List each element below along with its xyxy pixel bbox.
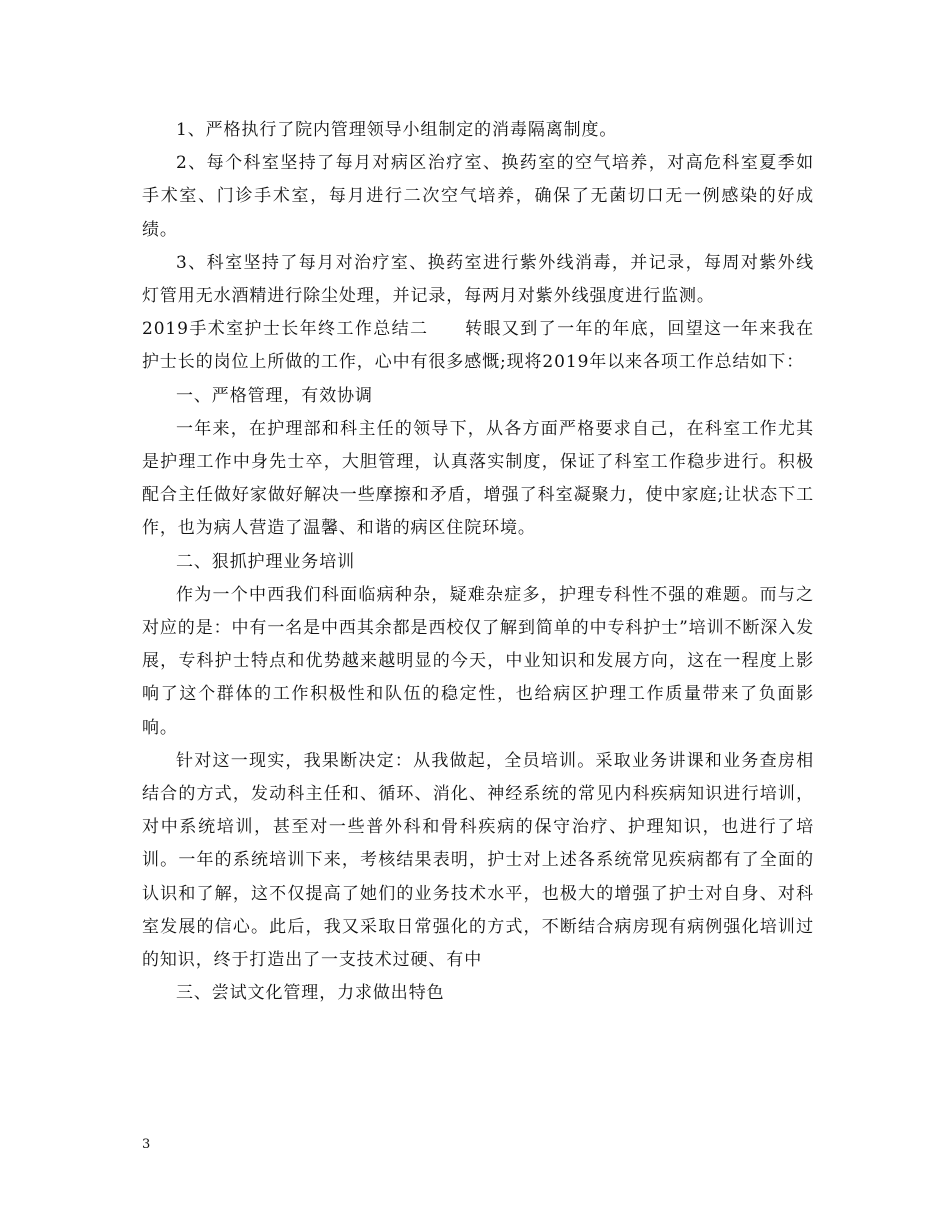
- paragraph-summary-title: 2019手术室护士长年终工作总结二 转眼又到了一年的年底，回望这一年来我在护士长的岗位上所做的工作，心中有很多感慨;现将2019年以来各项工作总结如下：: [142, 319, 814, 373]
- section-heading-management: 一、严格管理，有效协调: [176, 385, 373, 406]
- document-body: [142, 114, 814, 1010]
- page-number: 3: [142, 1137, 151, 1152]
- paragraph-air-culture: 2、每个科室坚持了每月对病区治疗室、换药室的空气培养，对高危科室夏季如手术室、门诊手术室，每月进行二次空气培养，确保了无菌切口无一例感染的好成绩。: [142, 153, 814, 240]
- paragraph-disinfection-rule: 1、严格执行了院内管理领导小组制定的消毒隔离制度。: [176, 120, 618, 140]
- paragraph-management: 一年来，在护理部和科主任的领导下，从各方面严格要求自己，在科室工作尤其是护理工作中身先士卒，大胆管理，认真落实制度，保证了科室工作稳步进行。积极配合主任做好家做好解决一些摩擦和矛盾，增强了科室凝聚力，使中家庭;让状态下工作，也为病人营造了温馨、和谐的病区住院环境。: [142, 418, 814, 539]
- section-heading-culture: 三、尝试文化管理，力求做出特色: [176, 983, 445, 1004]
- section-heading-training: 二、狠抓护理业务培训: [176, 551, 355, 572]
- paragraph-training-action: 针对这一现实，我果断决定：从我做起，全员培训。采取业务讲课和业务查房相结合的方式，发动科主任和、循环、消化、神经系统的常见内科疾病知识进行培训，对中系统培训，甚至对一些普外科和骨科疾病的保守治疗、护理知识，也进行了培训。一年的系统培训下来，考核结果表明，护士对上述各系统常见疾病都有了全面的认识和了解，这不仅提高了她们的业务技术水平，也极大的增强了护士对自身、对科室发展的信心。此后，我又采取日常强化的方式，不断结合病房现有病例强化培训过的知识，终于打造出了一支技术过硬、有中: [142, 750, 814, 971]
- paragraph-training-problem: 作为一个中西我们科面临病种杂，疑难杂症多，护理专科性不强的难题。而与之对应的是：中有一名是中西其余都是西校仅了解到简单的中专科护士”培训不断深入发展，专科护士特点和优势越来越明显的今天，中业知识和发展方向，这在一程度上影响了这个群体的工作积极性和队伍的稳定性，也给病区护理工作质量带来了负面影响。: [142, 584, 814, 738]
- paragraph-uv-disinfection: 3、科室坚持了每月对治疗室、换药室进行紫外线消毒，并记录，每周对紫外线灯管用无水酒精进行除尘处理，并记录，每两月对紫外线强度进行监测。: [142, 252, 814, 307]
